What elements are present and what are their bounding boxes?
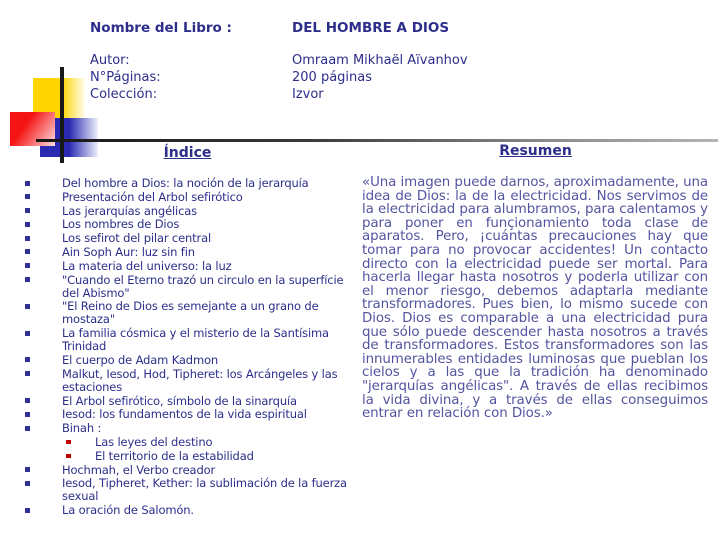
- book-collection-row: [90, 86, 650, 103]
- index-item: [25, 327, 352, 353]
- index-item-text: "Cuando el Eterno trazó un circulo en la superfície del Abismo": [62, 272, 344, 300]
- label-paginas: N°Páginas:: [90, 70, 161, 85]
- book-title-row: [90, 20, 650, 37]
- index-item: [25, 191, 352, 204]
- index-item-text: Las leyes del destino: [95, 434, 213, 449]
- index-item-text: Hochmah, el Verbo creador: [62, 462, 216, 477]
- index-item: [25, 408, 352, 421]
- index-item-text: Iesod, Tipheret, Kether: la sublimación de la fuerza sexual: [62, 476, 347, 504]
- index-item: [25, 177, 352, 190]
- book-info-header: [90, 20, 650, 103]
- index-item: [25, 464, 352, 477]
- bullet-square-icon: [25, 467, 30, 472]
- index-item-text: La familia cósmica y el misterio de la Santísima Trinidad: [62, 326, 329, 354]
- index-item: [25, 260, 352, 273]
- bullet-square-icon: [25, 398, 30, 403]
- summary-paragraph: «Una imagen puede darnos, aproximadamente, una idea de Dios: la de la electricidad. Nos servimos de la electricidad para alumbramos, para calentamos y para poner en funçionamiento toda clase de aparatos. Pero, ¡cuántas precauciones hay que tomar para no provocar accidentes! Un contacto directo con la electricidad puede ser mortal. Para hacerla llegar hasta nosotros y poderla utilizar con el menor riesgo, debemos adaptarla mediante transformadores. Pues bien, lo mismo sucede con Dios. Dios es comparable a una electricidad pura que sólo puede descender hasta nosotros a través de transformadores. Estos transformadores son las innumerables entidades luminosas que pueblan los cielos y a las que la tradición ha denominado "jerarquías angélicas". A través de ellas recibimos la vida divina, y a través de ellas conseguimos entrar en relación con Dios.»: [362, 175, 708, 422]
- index-item: [25, 205, 352, 218]
- index-item-text: Malkut, Iesod, Hod, Tipheret: los Arcángeles y las estaciones: [62, 366, 338, 394]
- bullet-square-icon: [25, 181, 30, 186]
- index-item: [25, 354, 352, 367]
- value-nombre-libro: DEL HOMBRE A DIOS: [292, 20, 450, 36]
- bullet-square-icon: [25, 508, 30, 513]
- index-item: [25, 477, 352, 503]
- bullet-square-icon: [25, 357, 30, 362]
- index-item-text: El Arbol sefirótico, símbolo de la sinarquía: [62, 393, 297, 408]
- bullet-square-icon: [25, 371, 30, 376]
- index-item-text: Iesod: los fundamentos de la vida espiritual: [62, 407, 307, 422]
- index-item-text: Del hombre a Dios: la noción de la jerarquía: [62, 176, 309, 190]
- label-coleccion: Colección:: [90, 87, 158, 102]
- value-paginas: 200 páginas: [292, 70, 373, 85]
- summary-section-title: Resumen: [499, 143, 572, 159]
- value-autor: Omraam Mikhaël Aïvanhov: [292, 53, 468, 68]
- book-pages-row: [90, 69, 650, 86]
- index-item: [25, 422, 352, 435]
- bullet-square-icon: [25, 208, 30, 213]
- index-sub-item: [25, 450, 385, 463]
- bullet-square-icon: [25, 304, 30, 309]
- sub-bullet-square-icon: [66, 440, 71, 445]
- bullet-square-icon: [25, 481, 30, 486]
- label-autor: Autor:: [90, 53, 130, 68]
- index-item: [25, 395, 352, 408]
- index-item: [25, 218, 352, 231]
- bullet-square-icon: [25, 236, 30, 241]
- bullet-square-icon: [25, 426, 30, 431]
- index-item-text: Ain Soph Aur: luz sin fin: [62, 244, 195, 259]
- index-item-text: Presentación del Arbol sefirótico: [62, 189, 243, 204]
- index-item-text: El territorio de la estabilidad: [95, 448, 254, 463]
- index-item: [25, 232, 352, 245]
- bullet-square-icon: [25, 249, 30, 254]
- bullet-square-icon: [25, 263, 30, 268]
- index-item-text: Binah :: [62, 421, 102, 436]
- index-sub-item: [25, 436, 385, 449]
- index-item: [25, 368, 352, 394]
- index-section-title: Índice: [163, 145, 212, 161]
- index-item-text: "El Reino de Dios es semejante a un grano de mostaza": [62, 299, 319, 327]
- bullet-square-icon: [25, 331, 30, 336]
- bullet-square-icon: [25, 412, 30, 417]
- decor-horizontal-rule: [36, 139, 718, 142]
- index-item-text: Los nombres de Dios: [62, 217, 180, 232]
- index-item: [25, 274, 352, 300]
- index-item: [25, 246, 352, 259]
- bullet-square-icon: [25, 277, 30, 282]
- index-item-text: La materia del universo: la luz: [62, 258, 232, 273]
- index-list: [25, 177, 352, 518]
- label-nombre-libro: Nombre del Libro :: [90, 20, 232, 36]
- bullet-square-icon: [25, 194, 30, 199]
- index-item-text: La oración de Salomón.: [62, 503, 194, 518]
- index-item: [25, 504, 352, 517]
- index-item-text: El cuerpo de Adam Kadmon: [62, 352, 219, 367]
- bullet-square-icon: [25, 222, 30, 227]
- index-item: [25, 300, 352, 326]
- book-author-row: [90, 52, 650, 69]
- value-coleccion: Izvor: [292, 87, 324, 102]
- index-item-text: Los sefirot del pilar central: [62, 231, 212, 246]
- sub-bullet-square-icon: [66, 454, 71, 459]
- index-item-text: Las jerarquías angélicas: [62, 203, 198, 218]
